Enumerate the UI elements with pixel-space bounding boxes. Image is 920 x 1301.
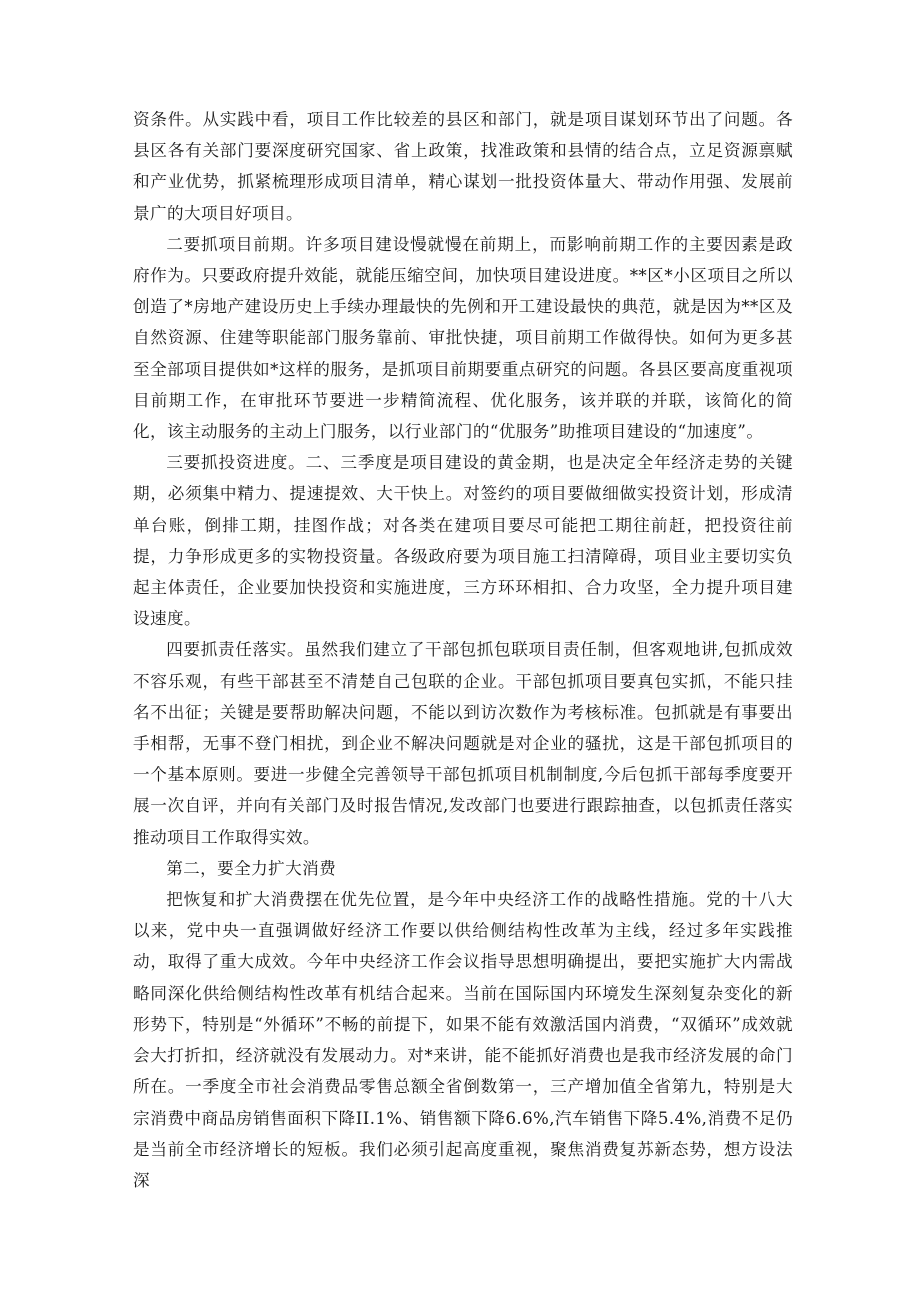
paragraph-project-preliminary: 二要抓项目前期。许多项目建设慢就慢在前期上，而影响前期工作的主要因素是政府作为。只要政府提升效能，就能压缩空间，加快项目建设进度。**区*小区项目之所以创造了*房地产建设历史上手续办理最快的先例和开工建设最快的典范，就是因为**区及自然资源、住建等职能部门服务靠前、审批快捷，项目前期工作做得快。如何为更多甚至全部项目提供如*这样的服务，是抓项目前期要重点研究的问题。各县区要高度重视项目前期工作，在审批环节要进一步精简流程、优化服务，该并联的并联，该简化的简化，该主动服务的主动上门服务，以行业部门的“优服务”助推项目建设的“加速度”。 (133, 234, 793, 442)
paragraph-investment-progress: 三要抓投资进度。二、三季度是项目建设的黄金期，也是决定全年经济走势的关键期，必须集中精力、提速提效、大干快上。对签约的项目要做细做实投资计划，形成清单台账，倒排工期，挂图作战；对各类在建项目要尽可能把工期往前赶，把投资往前提，力争形成更多的实物投资量。各级政府要为项目施工扫清障碍，项目业主要切实负起主体责任，企业要加快投资和实施进度，三方环环相扣、合力攻坚，全力提升项目建设速度。 (133, 453, 793, 629)
paragraph-consumption: 把恢复和扩大消费摆在优先位置，是今年中央经济工作的战略性措施。党的十八大以来，党中央一直强调做好经济工作要以供给侧结构性改革为主线，经过多年实践推动，取得了重大成效。今年中央经济工作会议指导思想明确提出，要把实施扩大内需战略同深化供给侧结构性改革有机结合起来。当前在国际国内环境发生深刻复杂变化的新形势下，特别是“外循环”不畅的前提下，如果不能有效激活国内消费，“双循环”成效就会大打折扣，经济就没有发展动力。对*来讲，能不能抓好消费也是我市经济发展的命门所在。一季度全市社会消费品零售总额全省倒数第一，三产增加值全省第九，特别是大宗消费中商品房销售面积下降II.1%、销售额下降6.6%,汽车销售下降5.4%,消费不足仍是当前全市经济增长的短板。我们必须引起高度重视，聚焦消费复苏新态势，想方设法深 (133, 890, 793, 1190)
document-body (133, 104, 793, 1196)
paragraph-continuation: 资条件。从实践中看，项目工作比较差的县区和部门，就是项目谋划环节出了问题。各县区各有关部门要深度研究国家、省上政策，找准政策和县情的结合点，立足资源禀赋和产业优势，抓紧梳理形成项目清单，精心谋划一批投资体量大、带动作用强、发展前景广的大项目好项目。 (133, 110, 793, 223)
section-heading-consumption: 第二，要全力扩大消费 (166, 858, 337, 878)
paragraph-responsibility: 四要抓责任落实。虽然我们建立了干部包抓包联项目责任制，但客观地讲,包抓成效不容乐观，有些干部甚至不清楚自己包联的企业。干部包抓项目要真包实抓，不能只挂名不出征；关键是要帮助解决问题，不能以到访次数作为考核标准。包抓就是有事要出手相帮，无事不登门相扰，到企业不解决问题就是对企业的骚扰，这是干部包抓项目的一个基本原则。要进一步健全完善领导干部包抓项目机制制度,今后包抓干部每季度要开展一次自评，并向有关部门及时报告情况,发改部门也要进行跟踪抽查，以包抓责任落实推动项目工作取得实效。 (133, 640, 793, 847)
